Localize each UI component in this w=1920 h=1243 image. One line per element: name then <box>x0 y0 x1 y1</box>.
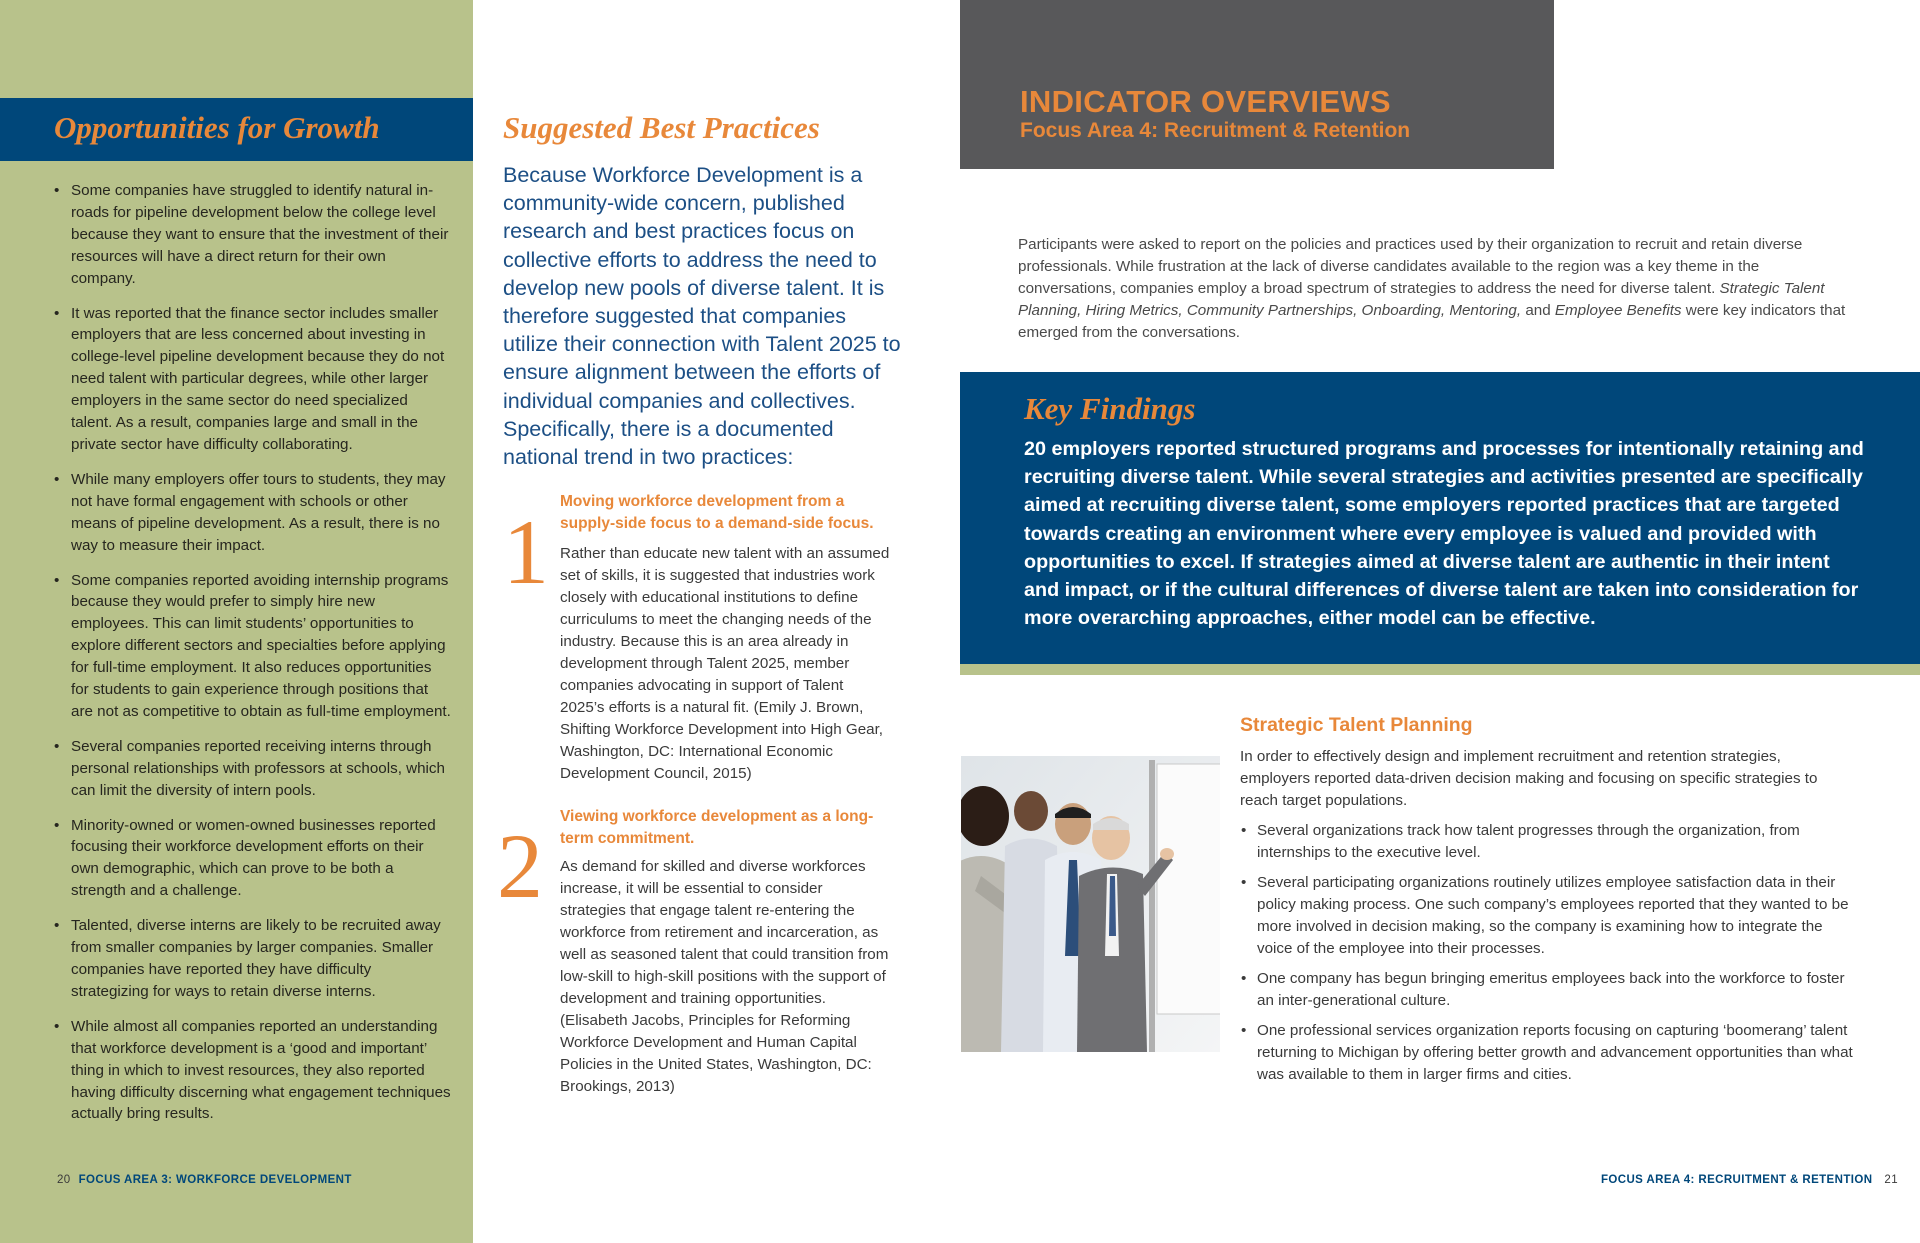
best-practices-intro: Because Workforce Development is a community-wide concern, published research and best practices focus on collective efforts to address the need to develop new pools of diverse talent. It is therefore suggested that companies utilize their connection with Talent 2025 to ensure alignment between the efforts of individual companies and collectives. Specifically, there is a documented national trend in two practices: <box>503 163 901 470</box>
practice-heading: Moving workforce development from a supply-side focus to a demand-side focus. <box>560 493 874 532</box>
key-findings-text: 20 employers reported structured programs and processes for intentionally retaining and recruiting diverse talent. While several strategies and activities presented are specifically aimed at recruiting diverse talent, some employers reported practices that are targeted towards creating an environment where every employee is valued and provided with opportunities to excel. If strategies aimed at diverse talent are authentic in their intent and impact, or if the cultural differences of diverse talent are taken into consideration for more overarching approaches, either model can be effective. <box>1024 438 1864 630</box>
participants-text: Participants were asked to report on the policies and practices used by their organization to recruit and retain diverse professionals. While frustration at the lack of diverse candidates available to the region was a key theme in the conversations, companies employ a broad spectrum of strategies to address the need for diverse talent. <box>1018 236 1803 297</box>
right-page-footer <box>1601 1174 1898 1186</box>
participants-text: and <box>1521 302 1555 319</box>
practice-number-2: 2 <box>497 815 543 917</box>
left-page-footer <box>57 1174 352 1186</box>
practice-body: Rather than educate new talent with an assumed set of skills, it is suggested that industries work closely with educational institutions to define curriculums to meet the changing needs of the industry. Because this is an area already in development through Talent 2025, member companies advocating in support of Talent 2025’s efforts is a natural fit. (Emily J. Brown, Shifting Workforce Development into High Gear, Washington, DC: International Economic Development Council, 2015) <box>560 545 890 782</box>
participants-text: were key indicators that emerged from the conversations. <box>1018 302 1846 341</box>
list-item: • Several participating organizations routinely utilizes employee satisfaction data in their policy making process. One such company’s employees reported that they wanted to be more involved in decision making, so the company is examining how to integrate the voice of the employee into their processes. <box>1240 872 1860 960</box>
practice-heading: Viewing workforce development as a long-term commitment. <box>560 808 874 847</box>
list-item: • Talented, diverse interns are likely to be recruited away from smaller companies by larger companies. Smaller companies have reported they have difficulty strategizing for ways to retain diverse interns. <box>51 915 451 1003</box>
key-findings-title: Key Findings <box>1024 391 1196 426</box>
list-item: • One professional services organization reports focusing on capturing ‘boomerang’ talent returning to Michigan by offering better growth and advancement opportunities than what was available to them in larger firms and cities. <box>1240 1020 1860 1086</box>
opportunities-list <box>51 180 451 1138</box>
left-footer-label: FOCUS AREA 3: WORKFORCE DEVELOPMENT <box>78 1174 352 1186</box>
opportunities-title: Opportunities for Growth <box>54 110 380 145</box>
team-meeting-photo <box>961 756 1220 1052</box>
list-item: • Several companies reported receiving interns through personal relationships with professors at schools, which can limit the diversity of intern pools. <box>51 736 451 802</box>
participants-italic: Strategic Talent Planning, Hiring Metrics, Community Partnerships, Onboarding, Mentoring, <box>1018 280 1825 319</box>
indicator-overviews-title: INDICATOR OVERVIEWS <box>1020 84 1391 119</box>
list-item: • Some companies reported avoiding internship programs because they would prefer to simply hire new employees. This can limit students’ opportunities to explore different sectors and specialties before applying for full-time employment. It also reduces opportunities for students to gain experience through positions that are not as competitive to obtain as full-time employment. <box>51 570 451 723</box>
list-item: • Several organizations track how talent progresses through the organization, from internships to the executive level. <box>1240 820 1812 864</box>
strategic-talent-planning-list <box>1240 820 1860 1094</box>
practice-body: As demand for skilled and diverse workforces increase, it will be essential to consider strategies that engage talent re-entering the workforce from retirement and incarceration, as well as seasoned talent that could transition from low-skill to high-skill positions with the support of development and training opportunities. (Elisabeth Jacobs, Principles for Reforming Workforce Development and Human Capital Policies in the United States, Washington, DC: Brookings, 2013) <box>560 858 889 1095</box>
practice-2 <box>560 806 890 1098</box>
list-item: • Minority-owned or women-owned businesses reported focusing their workforce development efforts on their own demographic, which can prove to be both a strength and a challenge. <box>51 815 451 903</box>
practice-number-1: 1 <box>503 501 549 603</box>
right-page-number: 21 <box>1884 1174 1898 1186</box>
key-findings-divider <box>960 664 1920 675</box>
list-item: • While many employers offer tours to students, they may not have formal engagement with schools or other means of pipeline development. As a result, there is no way to measure their impact. <box>51 469 451 557</box>
list-item: • One company has begun bringing emeritus employees back into the workforce to foster an inter-generational culture. <box>1240 968 1860 1012</box>
strategic-talent-planning-intro: In order to effectively design and implement recruitment and retention strategies, employers reported data-driven decision making and focusing on specific strategies to reach target populations. <box>1240 748 1818 809</box>
list-item: • Some companies have struggled to identify natural in-roads for pipeline development below the college level because they want to ensure that the investment of their resources will have a direct return for their own company. <box>51 180 451 290</box>
strategic-talent-planning-title: Strategic Talent Planning <box>1240 714 1473 736</box>
left-page-number: 20 <box>57 1174 71 1186</box>
focus-area-subtitle: Focus Area 4: Recruitment & Retention <box>1020 119 1411 142</box>
best-practices-title: Suggested Best Practices <box>503 110 820 145</box>
participants-paragraph <box>1018 234 1848 344</box>
participants-italic: Employee Benefits <box>1554 302 1682 319</box>
right-footer-label: FOCUS AREA 4: RECRUITMENT & RETENTION <box>1600 1174 1873 1186</box>
list-item: • It was reported that the finance sector includes smaller employers that are less concerned about investing in college-level pipeline development because they do not need talent with particular degrees, while other larger employers in the same sector do need specialized talent. As a result, companies large and small in the private sector have difficulty collaborating. <box>51 303 451 456</box>
list-item: • While almost all companies reported an understanding that workforce development is a ‘good and important’ thing in which to invest resources, they also reported having difficulty discerning what engagement techniques actually bring results. <box>51 1016 451 1126</box>
practice-1 <box>560 491 890 785</box>
